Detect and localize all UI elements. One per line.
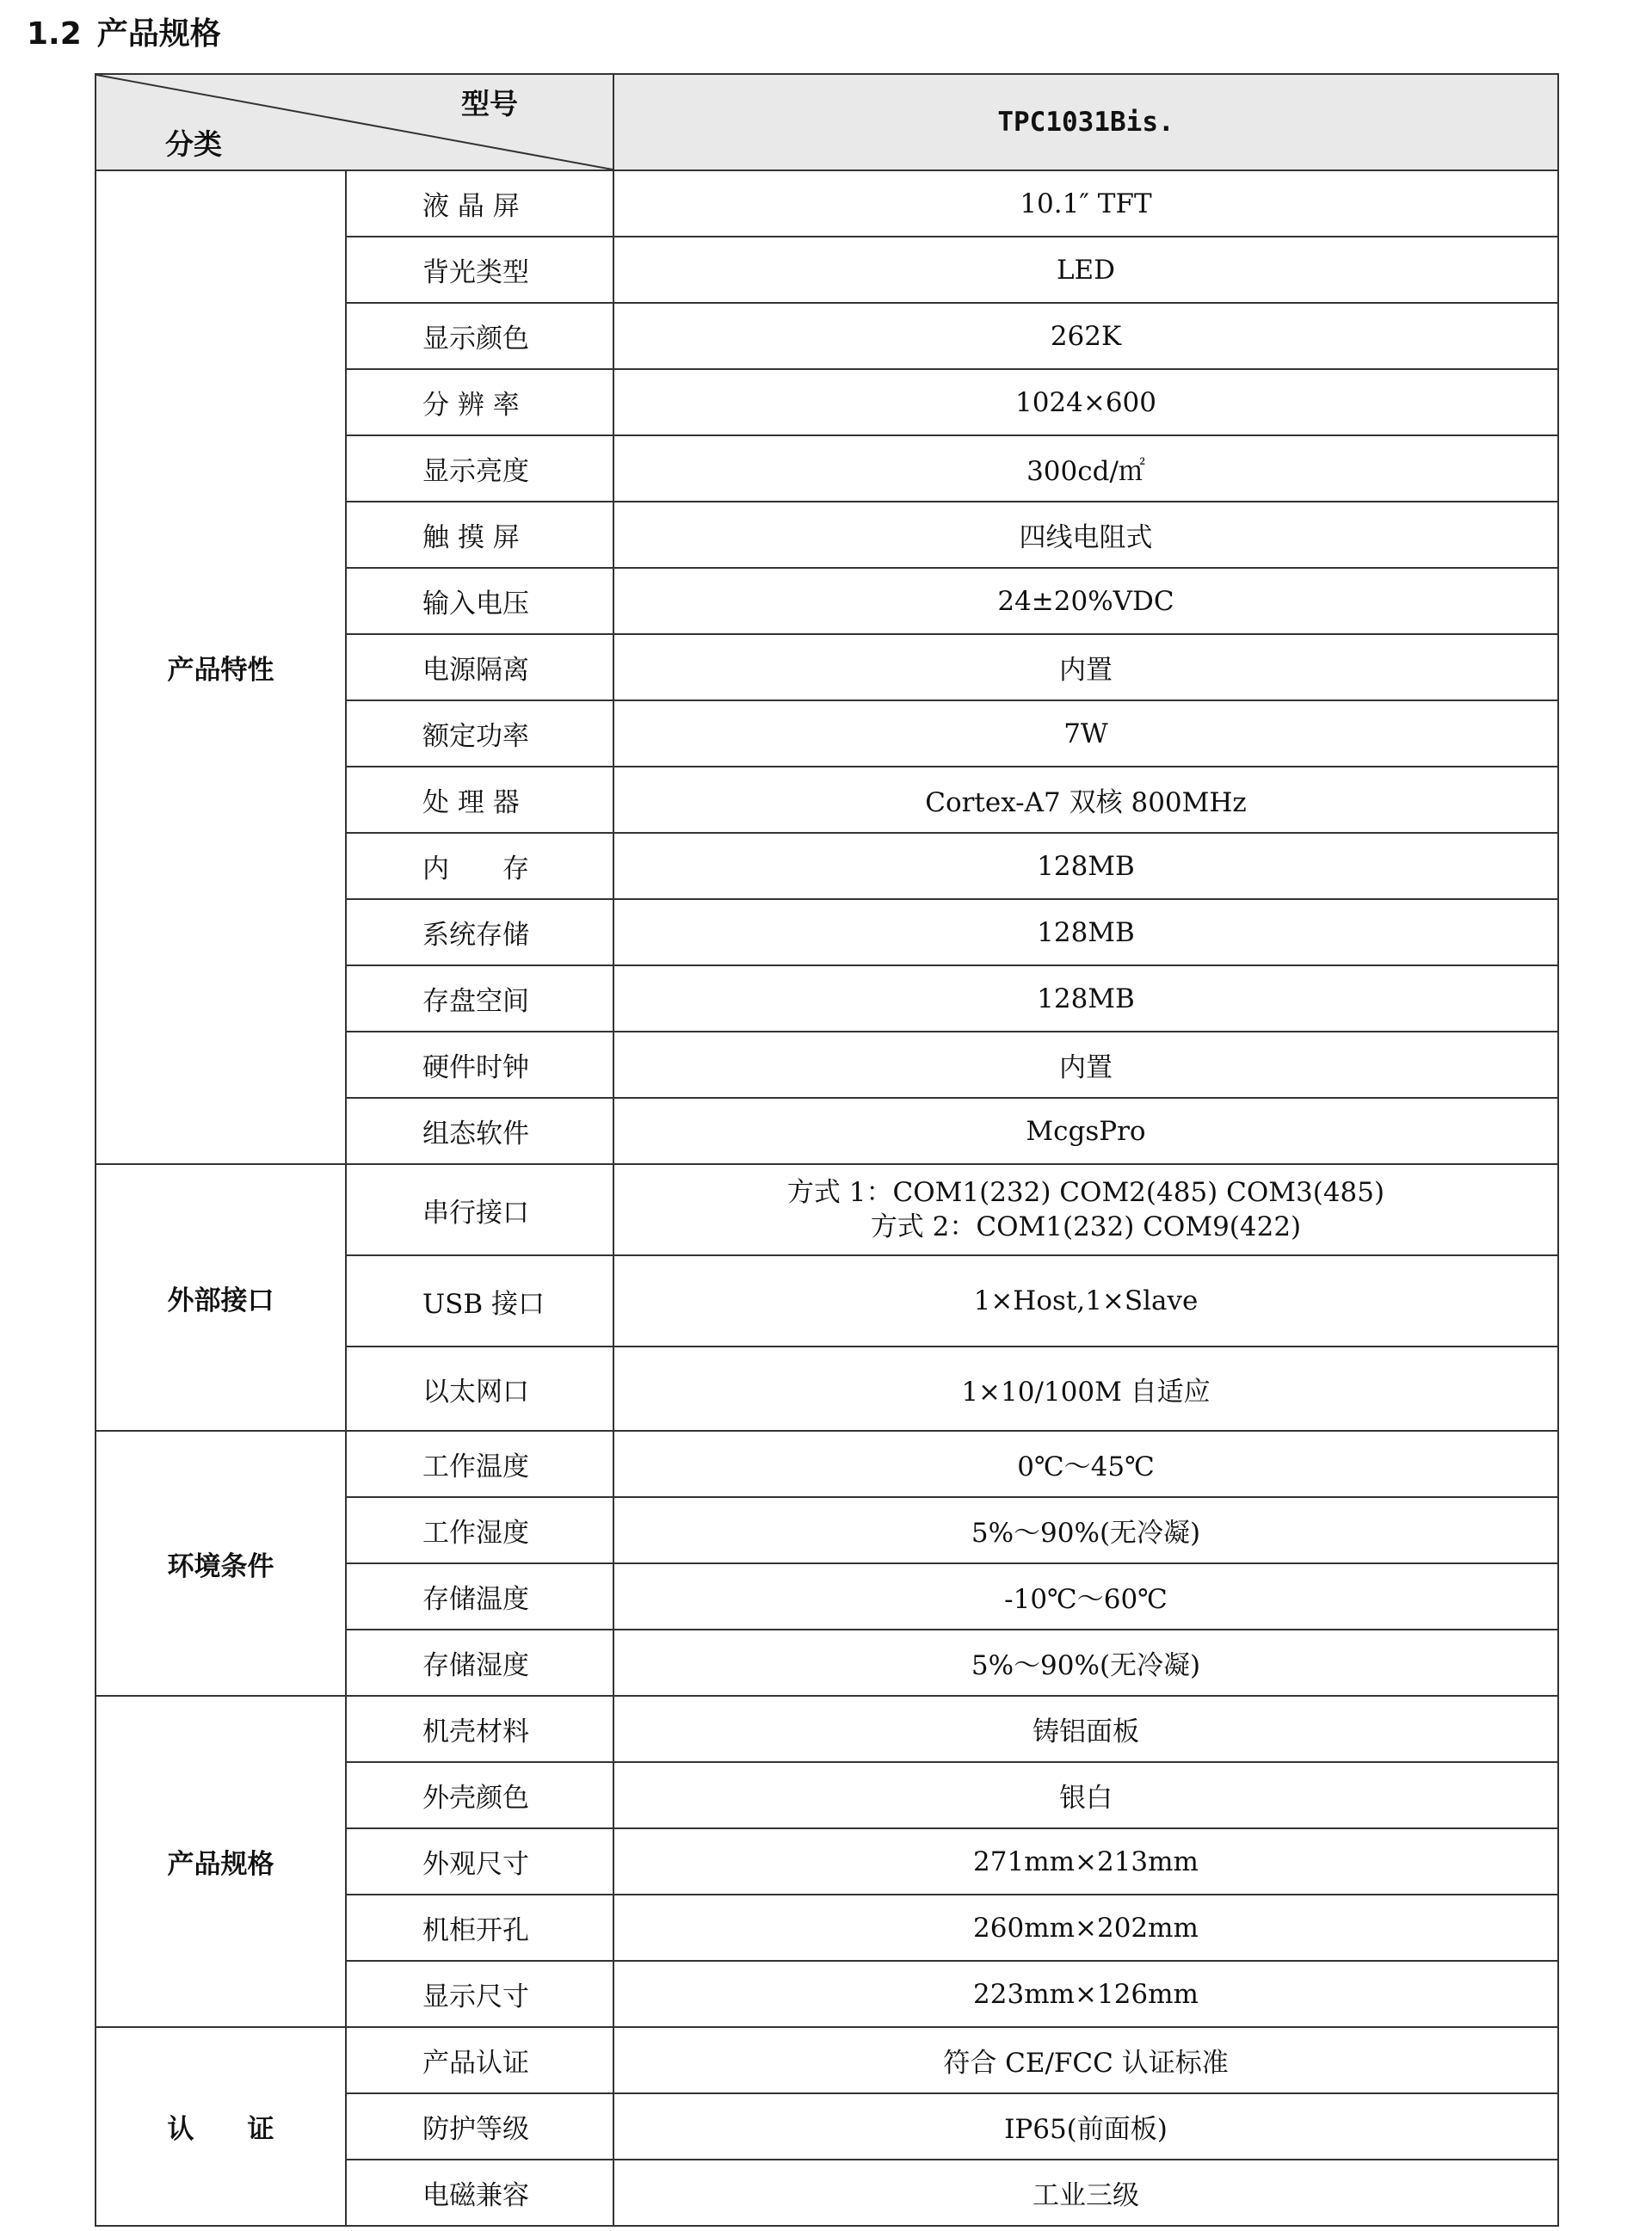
item-label: 显示颜色 [346,303,613,369]
item-value: 1×10/100M 自适应 [613,1347,1558,1431]
item-value: 262K [613,303,1558,369]
item-label: 处 理 器 [346,767,613,833]
item-label: 防护等级 [346,2093,613,2160]
item-value: 内置 [613,634,1558,700]
item-value: 银白 [613,1762,1558,1828]
category-cell: 认 证 [96,2027,346,2226]
category-column-label: 分类 [165,127,222,161]
section-heading [27,9,221,60]
item-label: 机柜开孔 [346,1895,613,1961]
item-value: 工业三级 [613,2160,1558,2226]
item-label: 输入电压 [346,568,613,634]
item-label: 以太网口 [346,1347,613,1431]
item-value: 四线电阻式 [613,502,1558,568]
item-value: 260mm×202mm [613,1895,1558,1961]
item-value: 223mm×126mm [613,1961,1558,2027]
item-label: 系统存储 [346,899,613,965]
item-label: 触 摸 屏 [346,502,613,568]
item-value: 10.1″ TFT [613,170,1558,237]
item-label: 组态软件 [346,1098,613,1164]
item-value: 128MB [613,965,1558,1032]
category-cell: 外部接口 [96,1164,346,1431]
item-label: USB 接口 [346,1255,613,1347]
category-cell: 产品特性 [96,170,346,1164]
item-label: 额定功率 [346,700,613,767]
item-value: 5%～90%(无冷凝) [613,1497,1558,1563]
item-value: McgsPro [613,1098,1558,1164]
item-label: 背光类型 [346,237,613,303]
model-name: TPC1031Bis. [613,74,1558,170]
model-column-label: 型号 [461,87,518,120]
item-value: 7W [613,700,1558,767]
item-value: 5%～90%(无冷凝) [613,1630,1558,1696]
item-value: 0℃～45℃ [613,1431,1558,1497]
item-label: 工作湿度 [346,1497,613,1563]
spec-table [95,73,1559,2227]
item-label: 机壳材料 [346,1696,613,1762]
item-label: 内 存 [346,833,613,899]
category-cell: 产品规格 [96,1696,346,2027]
item-value: 铸铝面板 [613,1696,1558,1762]
serial-mode-1: 方式 1：COM1(232) COM2(485) COM3(485) [786,1177,1385,1208]
item-label: 显示尺寸 [346,1961,613,2027]
item-value: Cortex-A7 双核 800MHz [613,767,1558,833]
item-label: 硬件时钟 [346,1032,613,1098]
section-title: 产品规格 [96,16,221,52]
item-value: 271mm×213mm [613,1828,1558,1895]
item-label: 分 辨 率 [346,369,613,435]
item-label: 外壳颜色 [346,1762,613,1828]
item-label: 显示亮度 [346,435,613,502]
item-label: 外观尺寸 [346,1828,613,1895]
item-label: 产品认证 [346,2027,613,2093]
item-value: 300cd/㎡ [613,435,1558,502]
item-value: LED [613,237,1558,303]
item-label: 串行接口 [346,1164,613,1255]
table-header-row [96,74,1558,170]
item-value: 内置 [613,1032,1558,1098]
item-value [613,1164,1558,1255]
section-number: 1.2 [27,16,82,52]
item-value: 1×Host,1×Slave [613,1255,1558,1347]
item-label: 工作温度 [346,1431,613,1497]
item-value: 128MB [613,899,1558,965]
item-label: 存盘空间 [346,965,613,1032]
item-label: 存储湿度 [346,1630,613,1696]
item-value: 128MB [613,833,1558,899]
item-label: 液 晶 屏 [346,170,613,237]
item-label: 电磁兼容 [346,2160,613,2226]
item-value: IP65(前面板) [613,2093,1558,2160]
item-value: 符合 CE/FCC 认证标准 [613,2027,1558,2093]
item-value: 24±20%VDC [613,568,1558,634]
diagonal-header-cell [96,74,613,170]
item-label: 电源隔离 [346,634,613,700]
item-label: 存储温度 [346,1563,613,1630]
category-cell: 环境条件 [96,1431,346,1696]
serial-mode-2: 方式 2：COM1(232) COM9(422) [870,1211,1302,1242]
item-value: 1024×600 [613,369,1558,435]
item-value: -10℃～60℃ [613,1563,1558,1630]
